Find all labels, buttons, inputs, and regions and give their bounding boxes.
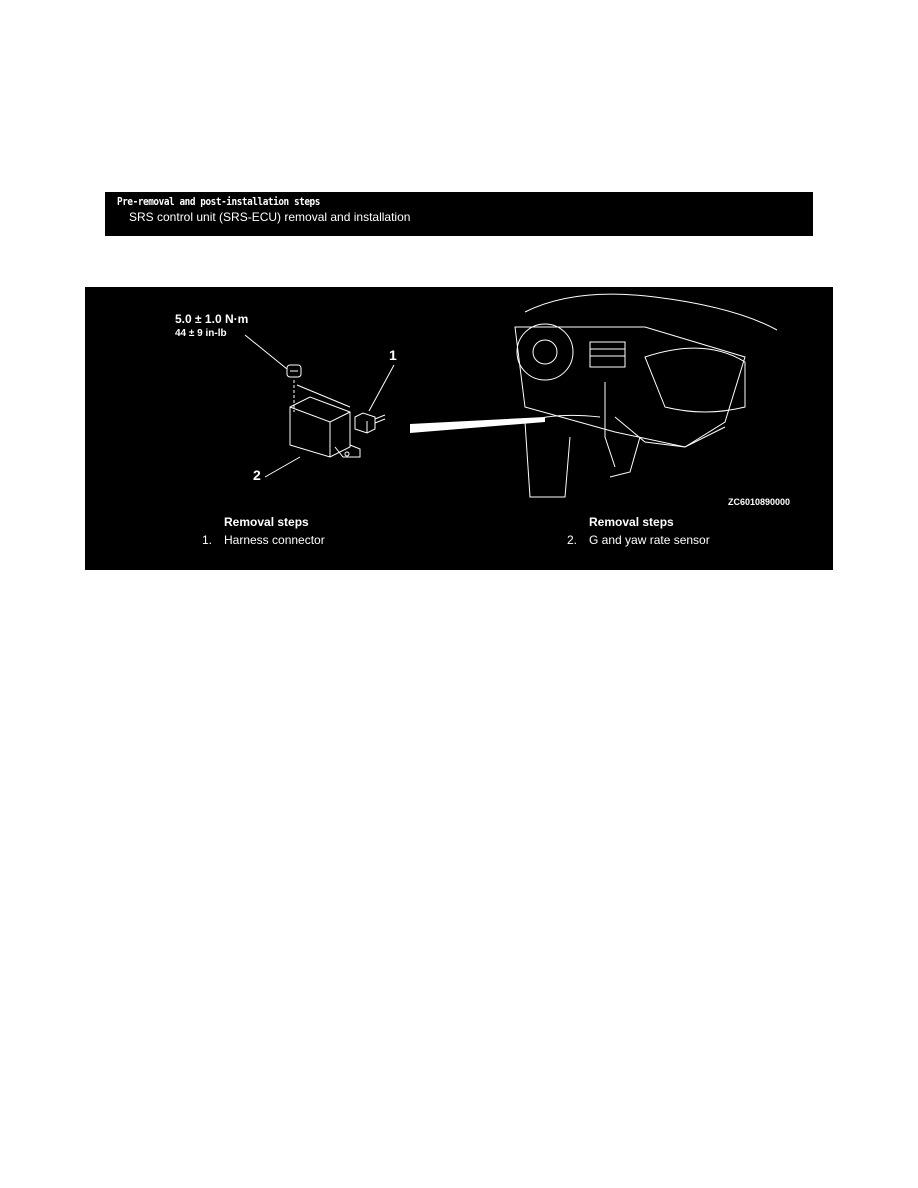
left-step-number: 1. [202,533,213,547]
torque-value-inlb: 44 ± 9 in-lb [175,328,227,339]
torque-value-nm: 5.0 ± 1.0 N·m [175,312,249,326]
right-steps-heading: Removal steps [589,515,674,529]
header-title: Pre-removal and post-installation steps [117,195,320,208]
header-subtitle: SRS control unit (SRS-ECU) removal and installation [129,210,411,224]
right-step-number: 2. [567,533,578,547]
callout-1: 1 [389,347,397,363]
left-step-label: Harness connector [224,533,325,547]
removal-illustration [85,287,833,570]
steps-header-box [105,192,813,236]
figure-code: ZC6010890000 [728,497,791,507]
right-step-label: G and yaw rate sensor [589,533,710,547]
left-steps-heading: Removal steps [224,515,309,529]
callout-2: 2 [253,467,261,483]
